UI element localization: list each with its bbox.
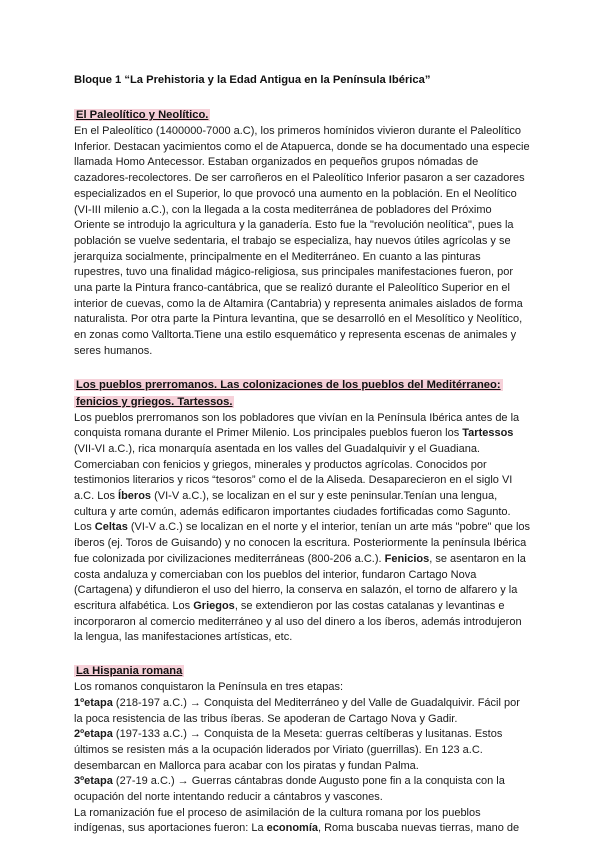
bold-term: Fenicios	[384, 552, 430, 565]
stage-label: 3ºetapa	[74, 775, 113, 788]
text-run: (VI-V a.C.), se localizan en el sur y este peninsular.Tenían una lengua, cultura y arte común, además edificaron importantes ciudades fortificadas como Sagunto. Los	[74, 490, 511, 534]
text-run: (VI-V a.C.) se localizan en el norte y el interior, tenían un arte más "pobre" que los íberos (ej. Toros de Guisando) y no conocen la escritura. Posteriormente la península Ibérica fue colonizada por civilizaciones mediterráneas (800-206 a.C.).	[74, 521, 531, 565]
stage-item	[74, 727, 530, 774]
text-run: , Roma buscaba nuevas tierras, mano de	[318, 822, 520, 835]
text-run: , se asentaron en la costa andaluza y comerciaban con los pueblos del interior, fundaron Cartago Nova (Cartagena) y difundieron el uso del hierro, la conserva en salazón, el torno de alfarero y la escritura alfabética. Los	[74, 552, 526, 612]
bold-term: Tartessos	[462, 427, 514, 440]
section-heading: La Hispania romana	[76, 665, 183, 678]
stage-text: (218-197 a.C.) → Conquista del Mediterráneo y del Valle de Guadalquivir. Fácil por la poca resistencia de las tribus íberas. Se apoderan de Cartago Nova y Gadir.	[74, 696, 520, 725]
section-pueblos-prerromanos	[74, 376, 530, 647]
section-paragraph: En el Paleolítico (1400000-7000 a.C), los primeros homínidos vivieron durante el Paleolítico Inferior. Destacan yacimientos como el de Atapuerca, donde se ha documentado una especie llamada Homo Antecessor. Estaban organizados en pequeños grupos nómadas de cazadores-recolectores. De ser carroñeros en el Paleolítico Inferior pasaron a ser cazadores especializados en el Superior, lo que provocó una aumento en la población. En el Neolítico (VI-III milenio a.C.), con la llegada a la costa mediterránea de pobladores del Próximo Oriente se introdujo la agricultura y la ganadería. Esto fue la "revolución neolítica", pues la población se vuelve sedentaria, el trabajo se especializa, hay nuevos útiles agrícolas y se jerarquiza socialmente, principalmente en el Mediterráneo. En cuanto a las pinturas rupestres, tuvo una finalidad mágico-religiosa, sus principales manifestaciones fueron, por una parte la Pintura franco-cantábrica, que se realizó durante el Paleolítico Superior en el interior de cuevas, como la de Altamira (Cantabria) y representa animales aislados de forma naturalista. Por otra parte la Pintura levantina, que se desarrolló en el Mesolítico y Neolítico, en zonas como Valltorta.Tiene una estilo esquemático y representa escenas de animales y seres humanos.	[74, 125, 530, 357]
section-intro: Los romanos conquistaron la Península en tres etapas:	[74, 681, 344, 694]
section-paleolitico	[74, 106, 530, 360]
stage-item	[74, 696, 530, 727]
bold-term: Íberos	[118, 490, 152, 503]
section-paragraph	[74, 411, 530, 647]
stage-label: 1ºetapa	[74, 696, 113, 709]
stage-item	[74, 774, 530, 805]
text-run: La romanización fue el proceso de asimilación de la cultura romana por los pueblos indígenas, sus aportaciones fueron: La	[74, 806, 481, 835]
section-hispania-romana	[74, 662, 530, 837]
closing-paragraph	[74, 806, 530, 837]
section-heading: El Paleolítico y Neolítico.	[76, 109, 209, 121]
stage-text: (27-19 a.C.) → Guerras cántabras donde Augusto pone fin a la conquista con la ocupación del norte intentando reducir a cántabros y vascones.	[74, 775, 505, 804]
stage-label: 2ºetapa	[74, 728, 113, 741]
section-heading: Los pueblos prerromanos. Las colonizaciones de los pueblos del Meditérraneo: fenicios y griegos. Tartessos.	[76, 378, 501, 408]
text-run: , se extendieron por las costas catalanas y levantinas e incorporaron al comercio mediterráneo y al uso del dinero a los íberos, además introdujeron la lengua, las manifestaciones artísticas, etc.	[74, 599, 522, 644]
text-run: Los pueblos prerromanos son los pobladores que vivían en la Península Ibérica antes de la conquista romana durante el Primer Milenio. Los principales pueblos fueron los	[74, 411, 520, 440]
text-run: (VII-VI a.C.), rica monarquía asentada en los valles del Guadalquivir y el Guadiana. Comerciaban con fenicios y griegos, minerales y productos agrícolas. Conocidos por testimonios literarios y ricos “tesoros” como el de la Aliseda. Desaparecieron en el siglo VI a.C. Los	[74, 442, 513, 503]
bold-term: Griegos	[193, 599, 235, 612]
bold-term: economía	[266, 822, 318, 835]
document-title: Bloque 1 “La Prehistoria y la Edad Antigua en la Península Ibérica”	[74, 74, 431, 86]
bold-term: Celtas	[94, 521, 128, 534]
stage-text: (197-133 a.C.) → Conquista de la Meseta: guerras celtíberas y lusitanas. Estos últimos se resisten más a la ocupación liderados por Viriato (guerrillas). En 123 a.C. desembarcan en Mallorca para acabar con los piratas y fundan Palma.	[74, 728, 503, 772]
